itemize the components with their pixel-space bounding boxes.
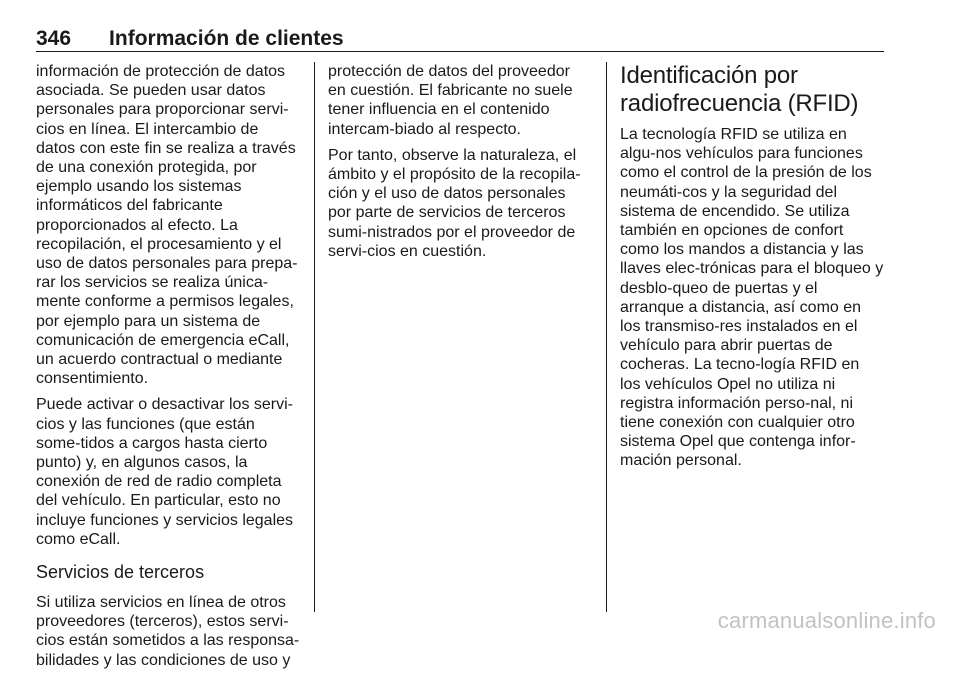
- column-left: [36, 62, 300, 677]
- section-heading-third-party: Servicios de terceros: [36, 562, 205, 583]
- page-number: 346: [36, 27, 72, 50]
- column-divider: [314, 62, 315, 612]
- paragraph: Puede activar o desactivar los servi-cios y las funciones (que están some-tidos a cargos hasta cierto punto) y, en algunos casos, la conexión de red de radio completa del vehículo. En particular, esto no incluye funciones y servicios legales como eCall.: [36, 396, 294, 548]
- page-title: Información de clientes: [109, 27, 344, 50]
- column-middle: [328, 62, 592, 268]
- paragraph: protección de datos del proveedor en cuestión. El fabricante no suele tener influencia en el contenido intercam-biado al respecto.: [328, 63, 573, 138]
- paragraph: información de protección de datos asociada. Se pueden usar datos personales para proporcionar servi-cios en línea. El intercambio de datos con este fin se realiza a través de una conexión protegida, por ejemplo usando los sistemas informáticos del fabricante proporcionados al efecto. La recopilación, el procesamiento y el uso de datos personales para prepa-rar los servicios se realiza única-mente conforme a permisos legales, por ejemplo para un sistema de comunicación de emergencia eCall, un acuerdo contractual o mediante consentimiento.: [36, 63, 298, 388]
- paragraph: Si utiliza servicios en línea de otros proveedores (terceros), estos servi-cios están sometidos a las responsa-bilidades y las condiciones de uso y: [36, 594, 300, 669]
- column-divider: [606, 62, 607, 612]
- section-heading-rfid: Identificación por radiofrecuencia (RFID): [620, 62, 859, 117]
- watermark: carmanualsonline.info: [717, 608, 936, 633]
- page-header: [36, 24, 884, 52]
- paragraph: La tecnología RFID se utiliza en algu-nos vehículos para funciones como el control de la presión de los neumáti-cos y la seguridad del sistema de encendido. Se utiliza también en opciones de confort como los mandos a distancia y las llaves elec-trónicas para el bloqueo y desblo-queo de puertas y el arranque a distancia, así como en los transmiso-res instalados en el vehículo para abrir puertas de cocheras. La tecno-logía RFID en los vehículos Opel no utiliza ni registra información perso-nal, ni tiene conexión con cualquier otro sistema Opel que contenga infor-mación personal.: [620, 126, 884, 470]
- paragraph: Por tanto, observe la naturaleza, el ámbito y el propósito de la recopila-ción y el uso de datos personales por parte de servicios de terceros sumi-nistrados por el proveedor de servi-cios en cuestión.: [328, 146, 581, 260]
- column-right: [620, 62, 884, 478]
